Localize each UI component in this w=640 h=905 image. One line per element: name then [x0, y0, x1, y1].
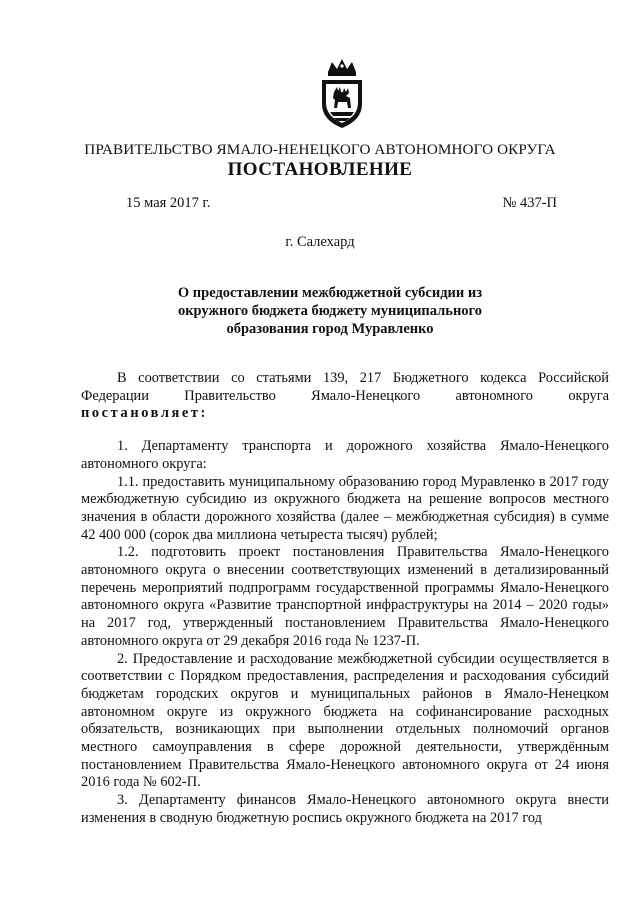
government-name: ПРАВИТЕЛЬСТВО ЯМАЛО-НЕНЕЦКОГО АВТОНОМНОГО ОКРУГА	[84, 141, 556, 158]
paragraph-1: 1. Департаменту транспорта и дорожного хозяйства Ямало-Ненецкого автономного округа:	[81, 438, 609, 472]
document-subject: О предоставлении межбюджетной субсидии из окружного бюджета бюджету муниципального образования город Муравленко	[177, 285, 483, 337]
intro-text: В соответствии со статьями 139, 217 Бюджетного кодекса Российской Федерации Правительство Ямало-Ненецкого автономного округа	[81, 370, 609, 404]
yamal-nenets-coat-of-arms-icon	[318, 58, 366, 130]
paragraph-1-1: 1.1. предоставить муниципальному образованию город Муравленко в 2017 году межбюджетную субсидию из окружного бюджета на решение вопросов местного значения в области дорожного хозяйства (далее – межбюджетная субсидия) в сумме 42 400 000 (сорок два миллиона четыреста тысяч) рублей;	[81, 473, 609, 543]
paragraph-2: 2. Предоставление и расходование межбюджетной субсидии осуществляется в соответствии с Порядком предоставления, распределения и расходования субсидий бюджетам городских округов и муниципальных районов в Ямало-Ненецком автономном округе из окружного бюджета на софинансирование расходных обязательств, возникающих при выполнении отдельных полномочий органов местного самоуправления в сфере дорожной деятельности, утверждённым постановлением Правительства Ямало-Ненецкого автономного округа от 24 июня 2016 года № 602-П.	[81, 650, 609, 791]
paragraph-1-2: 1.2. подготовить проект постановления Правительства Ямало-Ненецкого автономного округа о внесении соответствующих изменений в детализированный перечень мероприятий подпрограмм государственной программы Ямало-Ненецкого автономного округа «Развитие транспортной инфраструктуры на 2014 – 2020 годы» на 2017 год, утвержденный постановлением Правительства Ямало-Ненецкого автономного округа от 29 декабря 2016 года № 1237-П.	[81, 544, 609, 649]
document-body	[81, 370, 609, 828]
decree-word: постановляет:	[81, 405, 208, 422]
document-date: 15 мая 2017 г.	[126, 195, 211, 211]
intro-paragraph	[81, 370, 609, 423]
document-number: № 437-П	[502, 195, 557, 211]
paragraph-3: 3. Департаменту финансов Ямало-Ненецкого автономного округа внести изменения в сводную бюджетную роспись окружного бюджета на 2017 год	[81, 792, 609, 826]
document-city: г. Салехард	[285, 234, 355, 250]
document-type-title: ПОСТАНОВЛЕНИЕ	[227, 159, 413, 180]
